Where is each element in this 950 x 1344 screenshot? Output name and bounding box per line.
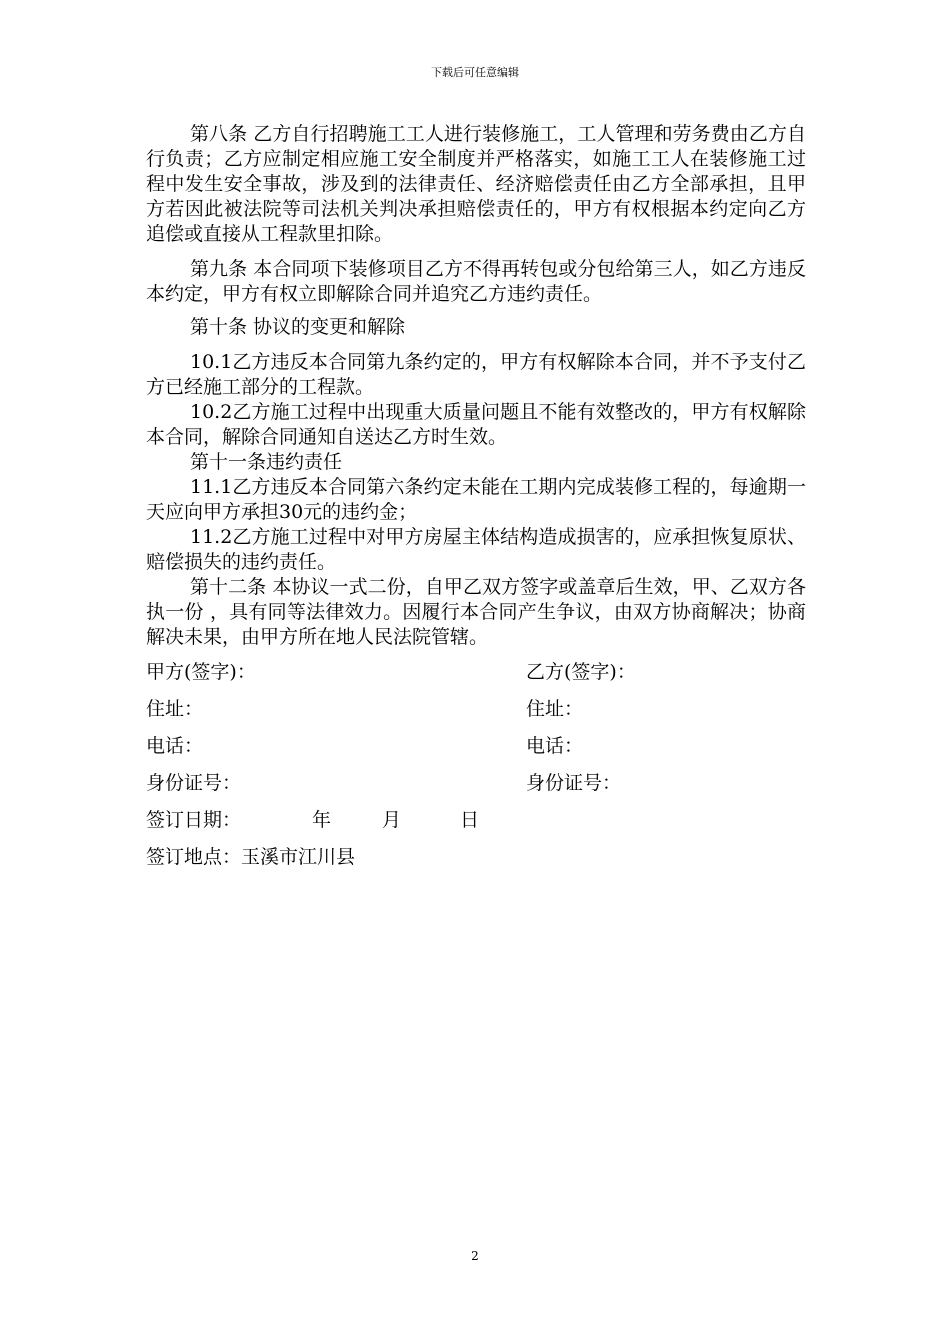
party-a-address-label: 住址： bbox=[146, 698, 204, 720]
article-11-heading: 第十一条违约责任 bbox=[190, 451, 343, 473]
article-8: 第八条 乙方自行招聘施工工人进行装修施工，工人管理和劳务费由乙方自行负责；乙方应制定相应施工安全制度并严格落实，如施工工人在装修施工过程中发生安全事故，涉及到的法律责任、经济赔偿责任由乙方全部承担，且甲方若因此被法院等司法机关判决承担赔偿责任的，甲方有权根据本约定向乙方追偿或直接从工程款里扣除。 bbox=[146, 123, 806, 245]
party-a-phone-label: 电话： bbox=[146, 735, 204, 757]
signature-row-phone bbox=[146, 728, 806, 765]
article-12: 第十二条 本协议一式二份，自甲乙双方签字或盖章后生效，甲、乙双方各执一份 ，具有同等法律效力。因履行本合同产生争议，由双方协商解决；协商解决未果，由甲方所在地人民法院管辖。 bbox=[146, 576, 806, 648]
clause-10-1: 10.1乙方违反本合同第九条约定的，甲方有权解除本合同，并不予支付乙方已经施工部分的工程款。 bbox=[146, 351, 806, 398]
party-b-phone-label: 电话： bbox=[526, 735, 584, 757]
article-10-heading: 第十条 协议的变更和解除 bbox=[190, 316, 406, 338]
signing-date-month: 月 bbox=[382, 809, 402, 831]
signature-row-id bbox=[146, 765, 806, 802]
party-b-sign-label: 乙方(签字)： bbox=[526, 661, 636, 683]
party-b-id-label: 身份证号： bbox=[526, 772, 622, 794]
article-9: 第九条 本合同项下装修项目乙方不得再转包或分包给第三人，如乙方违反本约定，甲方有权立即解除合同并追究乙方违约责任。 bbox=[146, 258, 806, 305]
clause-10-2: 10.2乙方施工过程中出现重大质量问题且不能有效整改的，甲方有权解除本合同，解除合同通知自送达乙方时生效。 bbox=[146, 401, 806, 448]
header-note: 下载后可任意编辑 bbox=[431, 66, 519, 79]
signing-place: 签订地点：玉溪市江川县 bbox=[146, 846, 356, 868]
signing-date-year: 年 bbox=[312, 809, 332, 831]
clause-11-2: 11.2乙方施工过程中对甲方房屋主体结构造成损害的，应承担恢复原状、赔偿损失的违约责任。 bbox=[146, 526, 806, 573]
signing-place-row bbox=[146, 839, 806, 876]
party-a-id-label: 身份证号： bbox=[146, 772, 242, 794]
signature-row-sign bbox=[146, 654, 806, 691]
signing-date-label: 签订日期： bbox=[146, 809, 242, 831]
document-body bbox=[146, 122, 806, 876]
page-number: 2 bbox=[471, 1249, 479, 1263]
party-b-address-label: 住址： bbox=[526, 698, 584, 720]
clause-11-1: 11.1乙方违反本合同第六条约定未能在工期内完成装修工程的，每逾期一天应向甲方承担30元的违约金； bbox=[146, 476, 806, 523]
party-a-sign-label: 甲方(签字)： bbox=[146, 661, 256, 683]
signing-date-row bbox=[146, 802, 806, 839]
signing-date-day: 日 bbox=[460, 809, 480, 831]
signature-row-address bbox=[146, 691, 806, 728]
